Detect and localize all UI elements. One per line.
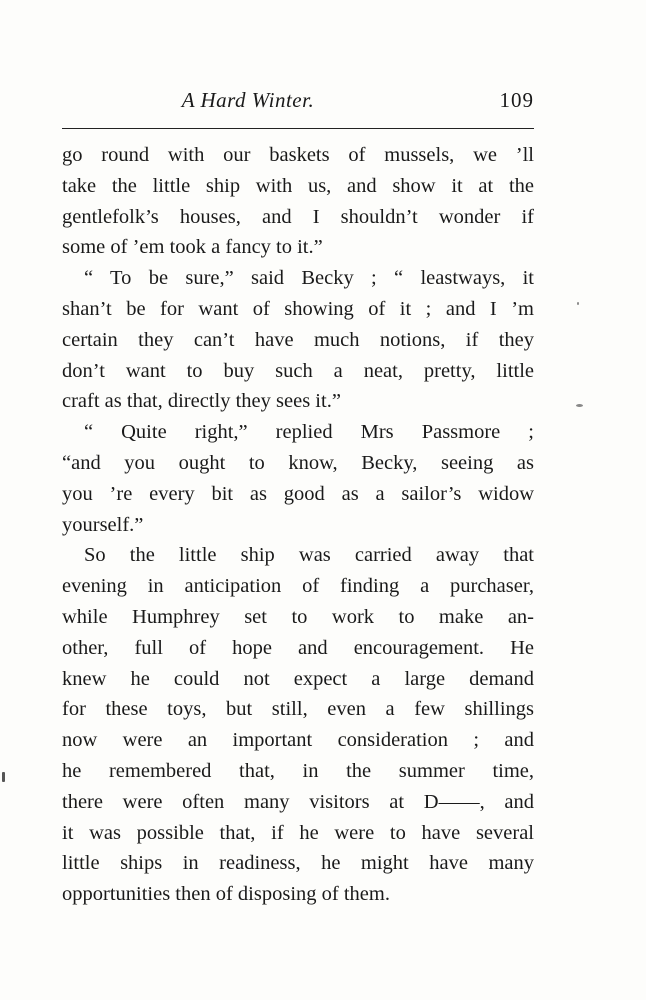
- text-line: take the little ship with us, and show it at the: [62, 174, 534, 197]
- text-line: some of ’em took a fancy to it.”: [62, 236, 323, 259]
- text-line: while Humphrey set to work to make an-: [62, 605, 534, 628]
- text-line: don’t want to buy such a neat, pretty, little: [62, 359, 534, 382]
- page-speck: [2, 772, 5, 782]
- text-line: you ’re every bit as good as a sailor’s widow: [62, 482, 534, 505]
- text-line: “and you ought to know, Becky, seeing as: [62, 451, 534, 474]
- header-rule: [62, 128, 534, 129]
- text-line: yourself.”: [62, 513, 144, 536]
- page-speck: [577, 302, 579, 305]
- page-number: 109: [499, 88, 534, 112]
- text-line: there were often many visitors at D——, and: [62, 790, 534, 813]
- text-line: go round with our baskets of mussels, we ’ll: [62, 144, 534, 166]
- text-line: for these toys, but still, even a few shillings: [62, 698, 534, 721]
- text-line: craft as that, directly they sees it.”: [62, 390, 341, 413]
- text-line: little ships in readiness, he might have many: [62, 852, 534, 875]
- text-line: it was possible that, if he were to have several: [62, 821, 534, 844]
- text-line: “ To be sure,” said Becky ; “ leastways, it: [84, 267, 534, 290]
- text-line: other, full of hope and encouragement. He: [62, 636, 534, 659]
- text-line: gentlefolk’s houses, and I shouldn’t wonder if: [62, 205, 534, 228]
- text-line: knew he could not expect a large demand: [62, 667, 534, 690]
- text-line: evening in anticipation of finding a purchaser,: [62, 575, 534, 598]
- page-header: [62, 88, 534, 124]
- text-line: he remembered that, in the summer time,: [62, 759, 534, 782]
- running-title: A Hard Winter.: [181, 88, 315, 112]
- page-speck: [576, 404, 583, 407]
- text-line: opportunities then of disposing of them.: [62, 883, 390, 906]
- text-line: “ Quite right,” replied Mrs Passmore ;: [84, 421, 534, 444]
- body-text: [62, 140, 534, 910]
- text-line: So the little ship was carried away that: [84, 544, 534, 567]
- text-line: shan’t be for want of showing of it ; and I ’m: [62, 297, 534, 320]
- text-line: now were an important consideration ; and: [62, 729, 534, 752]
- text-line: certain they can’t have much notions, if they: [62, 328, 534, 351]
